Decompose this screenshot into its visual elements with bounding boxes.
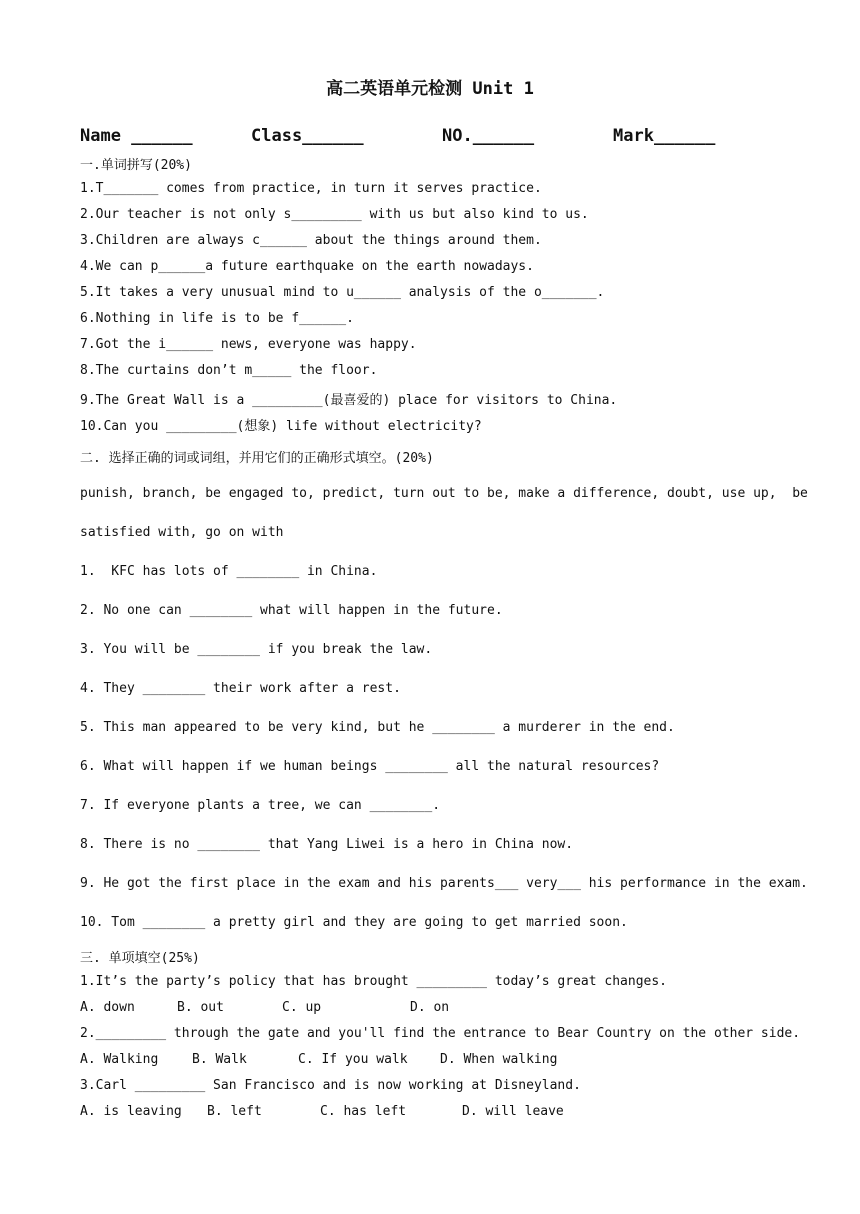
list-item: 10.Can you _________(想象) life without electricity? <box>80 419 482 434</box>
list-item: 9. He got the first place in the exam and his parents___ very___ his performance in the exam. <box>80 876 808 891</box>
section1-heading: 一.单词拼写(20%) <box>80 158 192 173</box>
list-item: 1.T_______ comes from practice, in turn it serves practice. <box>80 181 542 196</box>
list-item: 6.Nothing in life is to be f______. <box>80 311 354 326</box>
class-field: Class______ <box>251 126 364 146</box>
list-item: 2.Our teacher is not only s_________ with us but also kind to us. <box>80 207 589 222</box>
option-b: B. left <box>207 1104 262 1119</box>
option-a: A. down <box>80 1000 135 1015</box>
number-field: NO.______ <box>442 126 535 146</box>
name-field: Name ______ <box>80 126 193 146</box>
option-d: D. will leave <box>462 1104 564 1119</box>
question-stem: 3.Carl _________ San Francisco and is now working at Disneyland. <box>80 1078 581 1093</box>
list-item: 8. There is no ________ that Yang Liwei is a hero in China now. <box>80 837 574 852</box>
list-item: 5. This man appeared to be very kind, but he ________ a murderer in the end. <box>80 720 675 735</box>
page-title: 高二英语单元检测 Unit 1 <box>326 79 534 99</box>
list-item: 3.Children are always c______ about the things around them. <box>80 233 542 248</box>
list-item: 8.The curtains don’t m_____ the floor. <box>80 363 378 378</box>
option-c: C. If you walk <box>298 1052 408 1067</box>
option-c: C. has left <box>320 1104 407 1119</box>
word-bank-line: satisfied with, go on with <box>80 525 284 540</box>
option-d: D. When walking <box>440 1052 558 1067</box>
question-stem: 2._________ through the gate and you'll find the entrance to Bear Country on the other side. <box>80 1026 801 1041</box>
word-bank-line: punish, branch, be engaged to, predict, turn out to be, make a difference, doubt, use up, be <box>80 486 808 501</box>
list-item: 1. KFC has lots of ________ in China. <box>80 564 378 579</box>
question-stem: 1.It’s the party’s policy that has brought _________ today’s great changes. <box>80 974 667 989</box>
list-item: 4.We can p______a future earthquake on the earth nowadays. <box>80 259 534 274</box>
option-c: C. up <box>282 1000 322 1015</box>
list-item: 7. If everyone plants a tree, we can ________. <box>80 798 441 813</box>
list-item: 6. What will happen if we human beings ________ all the natural resources? <box>80 759 660 774</box>
option-b: B. Walk <box>192 1052 247 1067</box>
option-b: B. out <box>177 1000 224 1015</box>
list-item: 2. No one can ________ what will happen in the future. <box>80 603 503 618</box>
option-d: D. on <box>410 1000 450 1015</box>
list-item: 9.The Great Wall is a _________(最喜爱的) place for visitors to China. <box>80 393 618 408</box>
option-a: A. Walking <box>80 1052 159 1067</box>
mark-field: Mark______ <box>613 126 716 146</box>
option-a: A. is leaving <box>80 1104 182 1119</box>
list-item: 10. Tom ________ a pretty girl and they are going to get married soon. <box>80 915 628 930</box>
list-item: 4. They ________ their work after a rest. <box>80 681 401 696</box>
section3-heading: 三. 单项填空(25%) <box>80 951 200 966</box>
section2-heading: 二. 选择正确的词或词组，并用它们的正确形式填空。(20%) <box>80 451 434 466</box>
list-item: 3. You will be ________ if you break the law. <box>80 642 433 657</box>
list-item: 7.Got the i______ news, everyone was happy. <box>80 337 417 352</box>
list-item: 5.It takes a very unusual mind to u______ analysis of the o_______. <box>80 285 605 300</box>
